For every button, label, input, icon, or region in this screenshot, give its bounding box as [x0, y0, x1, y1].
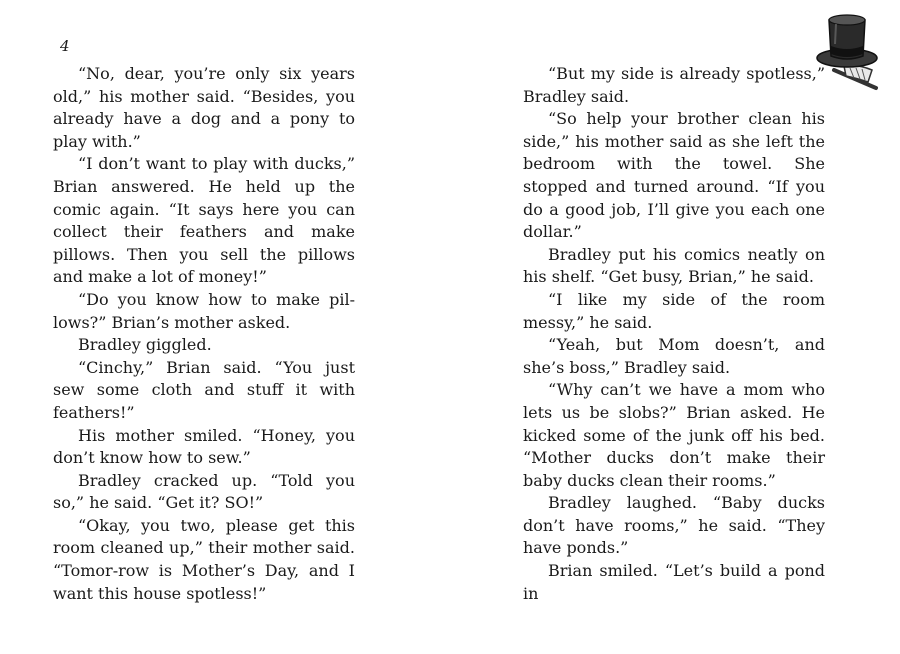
paragraph: Brian smiled. “Let’s build a pond in: [523, 561, 825, 603]
paragraph: “Okay, you two, please get this room cleaned up,” their mother said. “Tomor-row is Mother’s Day, and I want this house spotless!”: [53, 515, 355, 603]
paragraph: “So help your brother clean his side,” his mother said as she left the bedroom with the towel. She stopped and turned around. “If you do a good job, I’ll give you each one dollar.”: [523, 109, 825, 242]
left-text-column: [53, 63, 355, 605]
paragraph: Bradley giggled.: [78, 335, 212, 355]
paragraph: Bradley laughed. “Baby ducks don’t have rooms,” he said. “They have ponds.”: [523, 493, 825, 558]
paragraph: Bradley put his comics neatly on his shelf. “Get busy, Brian,” he said.: [523, 244, 825, 287]
page-number: 4: [60, 37, 70, 55]
paragraph: “I don’t want to play with ducks,” Brian answered. He held up the comic again. “It says here you can collect their feathers and make pillows. Then you sell the pillows and make a lot of money!”: [53, 154, 355, 287]
paragraph: “Why can’t we have a mom who lets us be slobs?” Brian asked. He kicked some of the junk off his bed. “Mother ducks don’t make their baby ducks clean their rooms.”: [523, 380, 825, 490]
paragraph: “Yeah, but Mom doesn’t, and she’s boss,” Bradley said.: [523, 335, 825, 377]
paragraph: “Do you know how to make pil-lows?” Brian’s mother asked.: [53, 289, 355, 332]
top-hat-icon: [814, 8, 888, 94]
paragraph: “No, dear, you’re only six years old,” his mother said. “Besides, you already have a dog and a pony to play with.”: [53, 64, 355, 151]
paragraph: His mother smiled. “Honey, you don’t know how to sew.”: [53, 425, 355, 468]
right-text-column: [523, 63, 825, 605]
paragraph: “But my side is already spotless,” Bradley said.: [523, 64, 825, 106]
paragraph: “Cinchy,” Brian said. “You just sew some cloth and stuff it with feathers!”: [53, 357, 355, 422]
paragraph: “I like my side of the room messy,” he said.: [523, 289, 825, 332]
paragraph: Bradley cracked up. “Told you so,” he said. “Get it? SO!”: [53, 470, 355, 513]
